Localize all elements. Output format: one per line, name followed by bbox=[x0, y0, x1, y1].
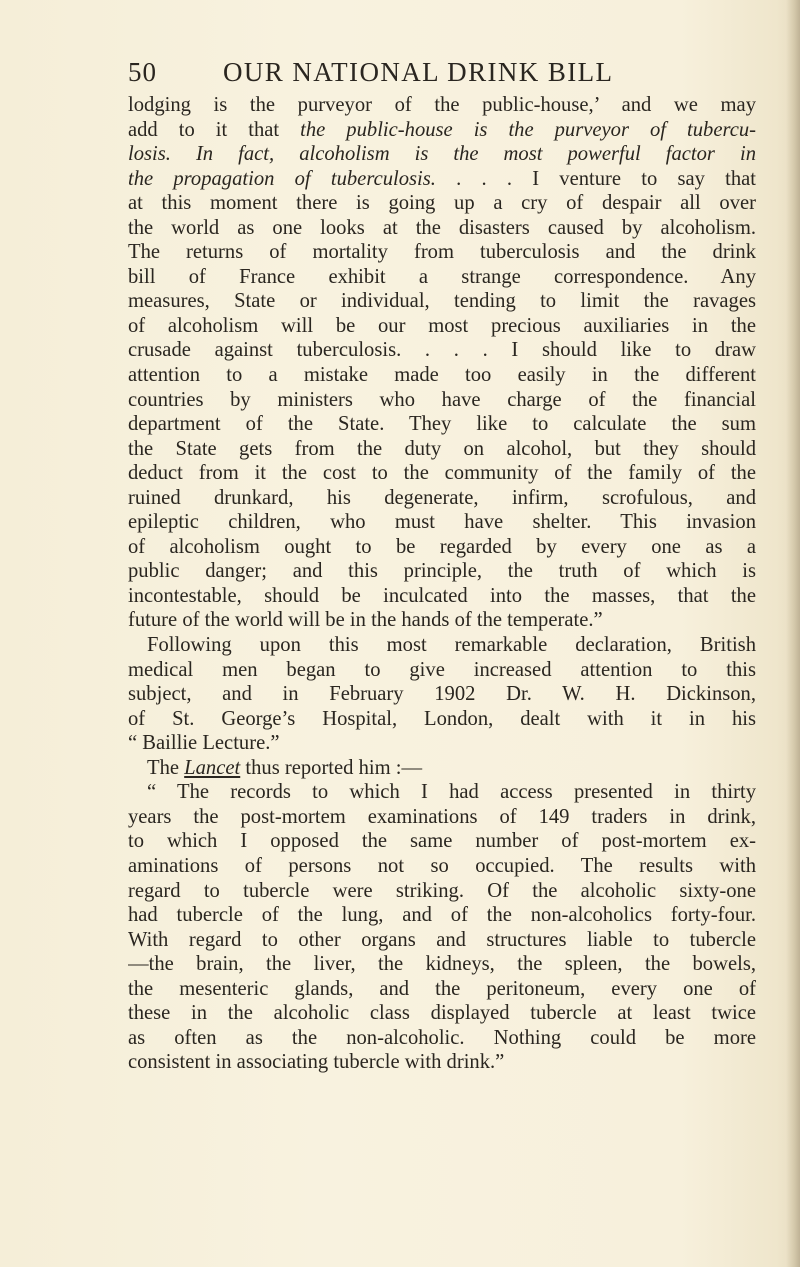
text-line: aminations of persons not so occupied. The results with bbox=[128, 854, 756, 877]
text-line: at this moment there is going up a cry of despair all over bbox=[128, 192, 756, 215]
text-line: The Lancet thus reported him :— bbox=[147, 756, 423, 779]
text-line: future of the world will be in the hands of the temperate.” bbox=[128, 609, 603, 632]
text-line: regard to tubercle were striking. Of the alcoholic sixty-one bbox=[128, 879, 756, 902]
text-line: public danger; and this principle, the truth of which is bbox=[128, 560, 756, 583]
text-line: these in the alcoholic class displayed tubercle at least twice bbox=[128, 1002, 756, 1025]
text-line: ruined drunkard, his degenerate, infirm, scrofulous, and bbox=[128, 486, 756, 509]
text-line: to which I opposed the same number of post-mortem ex- bbox=[128, 830, 756, 853]
text-line: Following upon this most remarkable declaration, British bbox=[147, 634, 756, 657]
text-line: of alcoholism will be our most precious auxiliaries in the bbox=[128, 314, 756, 337]
text-line: years the post-mortem examinations of 149 traders in drink, bbox=[128, 805, 756, 828]
text-line: subject, and in February 1902 Dr. W. H. Dickinson, bbox=[128, 683, 756, 706]
text-line: “ The records to which I had access presented in thirty bbox=[147, 781, 756, 804]
text-line: deduct from it the cost to the community of the family of the bbox=[128, 462, 756, 485]
text-line: attention to a mistake made too easily in the different bbox=[128, 364, 756, 387]
running-title: OUR NATIONAL DRINK BILL bbox=[223, 57, 614, 87]
text-line: consistent in associating tubercle with drink.” bbox=[128, 1051, 505, 1074]
body-text bbox=[128, 93, 756, 1075]
text-line: as often as the non-alcoholic. Nothing could be more bbox=[128, 1026, 756, 1049]
text-line: crusade against tuberculosis. . . . I should like to draw bbox=[128, 339, 756, 362]
text-line: “ Baillie Lecture.” bbox=[128, 732, 280, 755]
text-line: add to it that the public-house is the purveyor of tubercu- bbox=[128, 118, 756, 141]
text-line: lodging is the purveyor of the public-house,’ and we may bbox=[128, 94, 756, 116]
text-line: of alcoholism ought to be regarded by every one as a bbox=[128, 535, 756, 558]
page-number: 50 bbox=[128, 57, 157, 87]
text-line: epileptic children, who must have shelter. This invasion bbox=[128, 511, 756, 534]
text-line: medical men began to give increased attention to this bbox=[128, 658, 756, 681]
text-line: countries by ministers who have charge of the financial bbox=[128, 388, 756, 411]
text-line: the mesenteric glands, and the peritoneum, every one of bbox=[128, 977, 756, 1000]
text-line: measures, State or individual, tending to limit the ravages bbox=[128, 290, 756, 313]
text-line: of St. George’s Hospital, London, dealt with it in his bbox=[128, 707, 756, 730]
page-edge-shadow bbox=[786, 0, 800, 1267]
text-line: had tubercle of the lung, and of the non-alcoholics forty-four. bbox=[128, 904, 756, 927]
text-line: bill of France exhibit a strange correspondence. Any bbox=[128, 265, 756, 288]
text-line: the State gets from the duty on alcohol, but they should bbox=[128, 437, 756, 460]
page-header bbox=[128, 54, 756, 90]
text-line: the propagation of tuberculosis. . . . I venture to say that bbox=[128, 167, 756, 190]
text-line: department of the State. They like to calculate the sum bbox=[128, 413, 756, 436]
text-line: the world as one looks at the disasters caused by alcoholism. bbox=[128, 216, 756, 239]
text-line: losis. In fact, alcoholism is the most powerful factor in bbox=[128, 143, 756, 166]
text-line: With regard to other organs and structures liable to tubercle bbox=[128, 928, 756, 951]
text-line: —the brain, the liver, the kidneys, the spleen, the bowels, bbox=[128, 953, 756, 976]
text-line: The returns of mortality from tuberculosis and the drink bbox=[128, 241, 756, 264]
text-line: incontestable, should be inculcated into the masses, that the bbox=[128, 584, 756, 607]
